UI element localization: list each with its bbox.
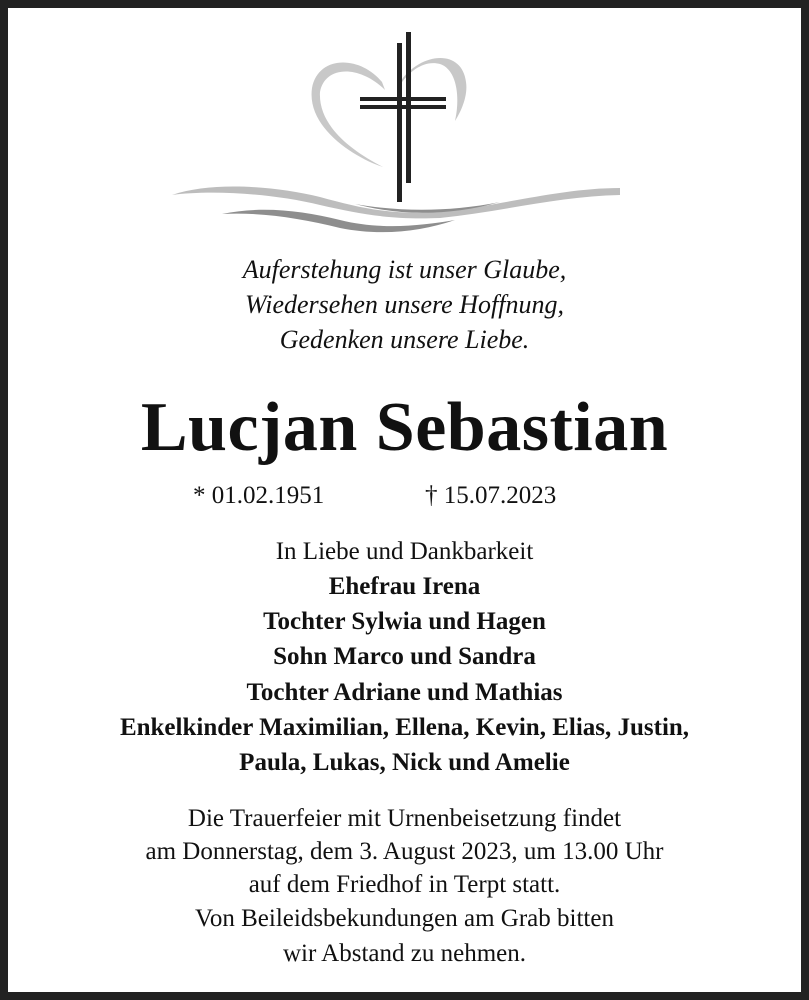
notice-line: am Donnerstag, dem 3. August 2023, um 13.00 Uhr bbox=[145, 838, 664, 865]
heart-shape bbox=[312, 62, 385, 167]
verse-line: Auferstehung ist unser Glaube, bbox=[242, 255, 567, 284]
birth-date: * 01.02.1951 bbox=[193, 482, 325, 509]
deceased-name: Lucjan Sebastian bbox=[140, 389, 669, 466]
cross-heart-emblem-icon bbox=[0, 0, 809, 240]
mourner-line: Sohn Marco und Sandra bbox=[273, 643, 536, 670]
death-date: † 15.07.2023 bbox=[425, 482, 557, 509]
mourner-line: Enkelkinder Maximilian, Ellena, Kevin, Elias, Justin, bbox=[119, 714, 690, 741]
verse-line: Wiedersehen unsere Hoffnung, bbox=[245, 290, 564, 319]
notice-line: Die Trauerfeier mit Urnenbeisetzung findet bbox=[187, 805, 622, 832]
cross-icon bbox=[360, 32, 446, 202]
notice-line: auf dem Friedhof in Terpt statt. bbox=[248, 871, 561, 898]
notice-line: wir Abstand zu nehmen. bbox=[282, 940, 526, 967]
verse-line: Gedenken unsere Liebe. bbox=[279, 325, 530, 354]
mourner-line: Ehefrau Irena bbox=[328, 573, 481, 600]
mourners-intro: In Liebe und Dankbarkeit bbox=[275, 538, 534, 565]
mourner-line: Paula, Lukas, Nick und Amelie bbox=[239, 749, 570, 776]
notice-line: Von Beileidsbekundungen am Grab bitten bbox=[195, 905, 614, 932]
mourner-line: Tochter Adriane und Mathias bbox=[246, 679, 563, 706]
mourner-line: Tochter Sylwia und Hagen bbox=[263, 608, 546, 635]
